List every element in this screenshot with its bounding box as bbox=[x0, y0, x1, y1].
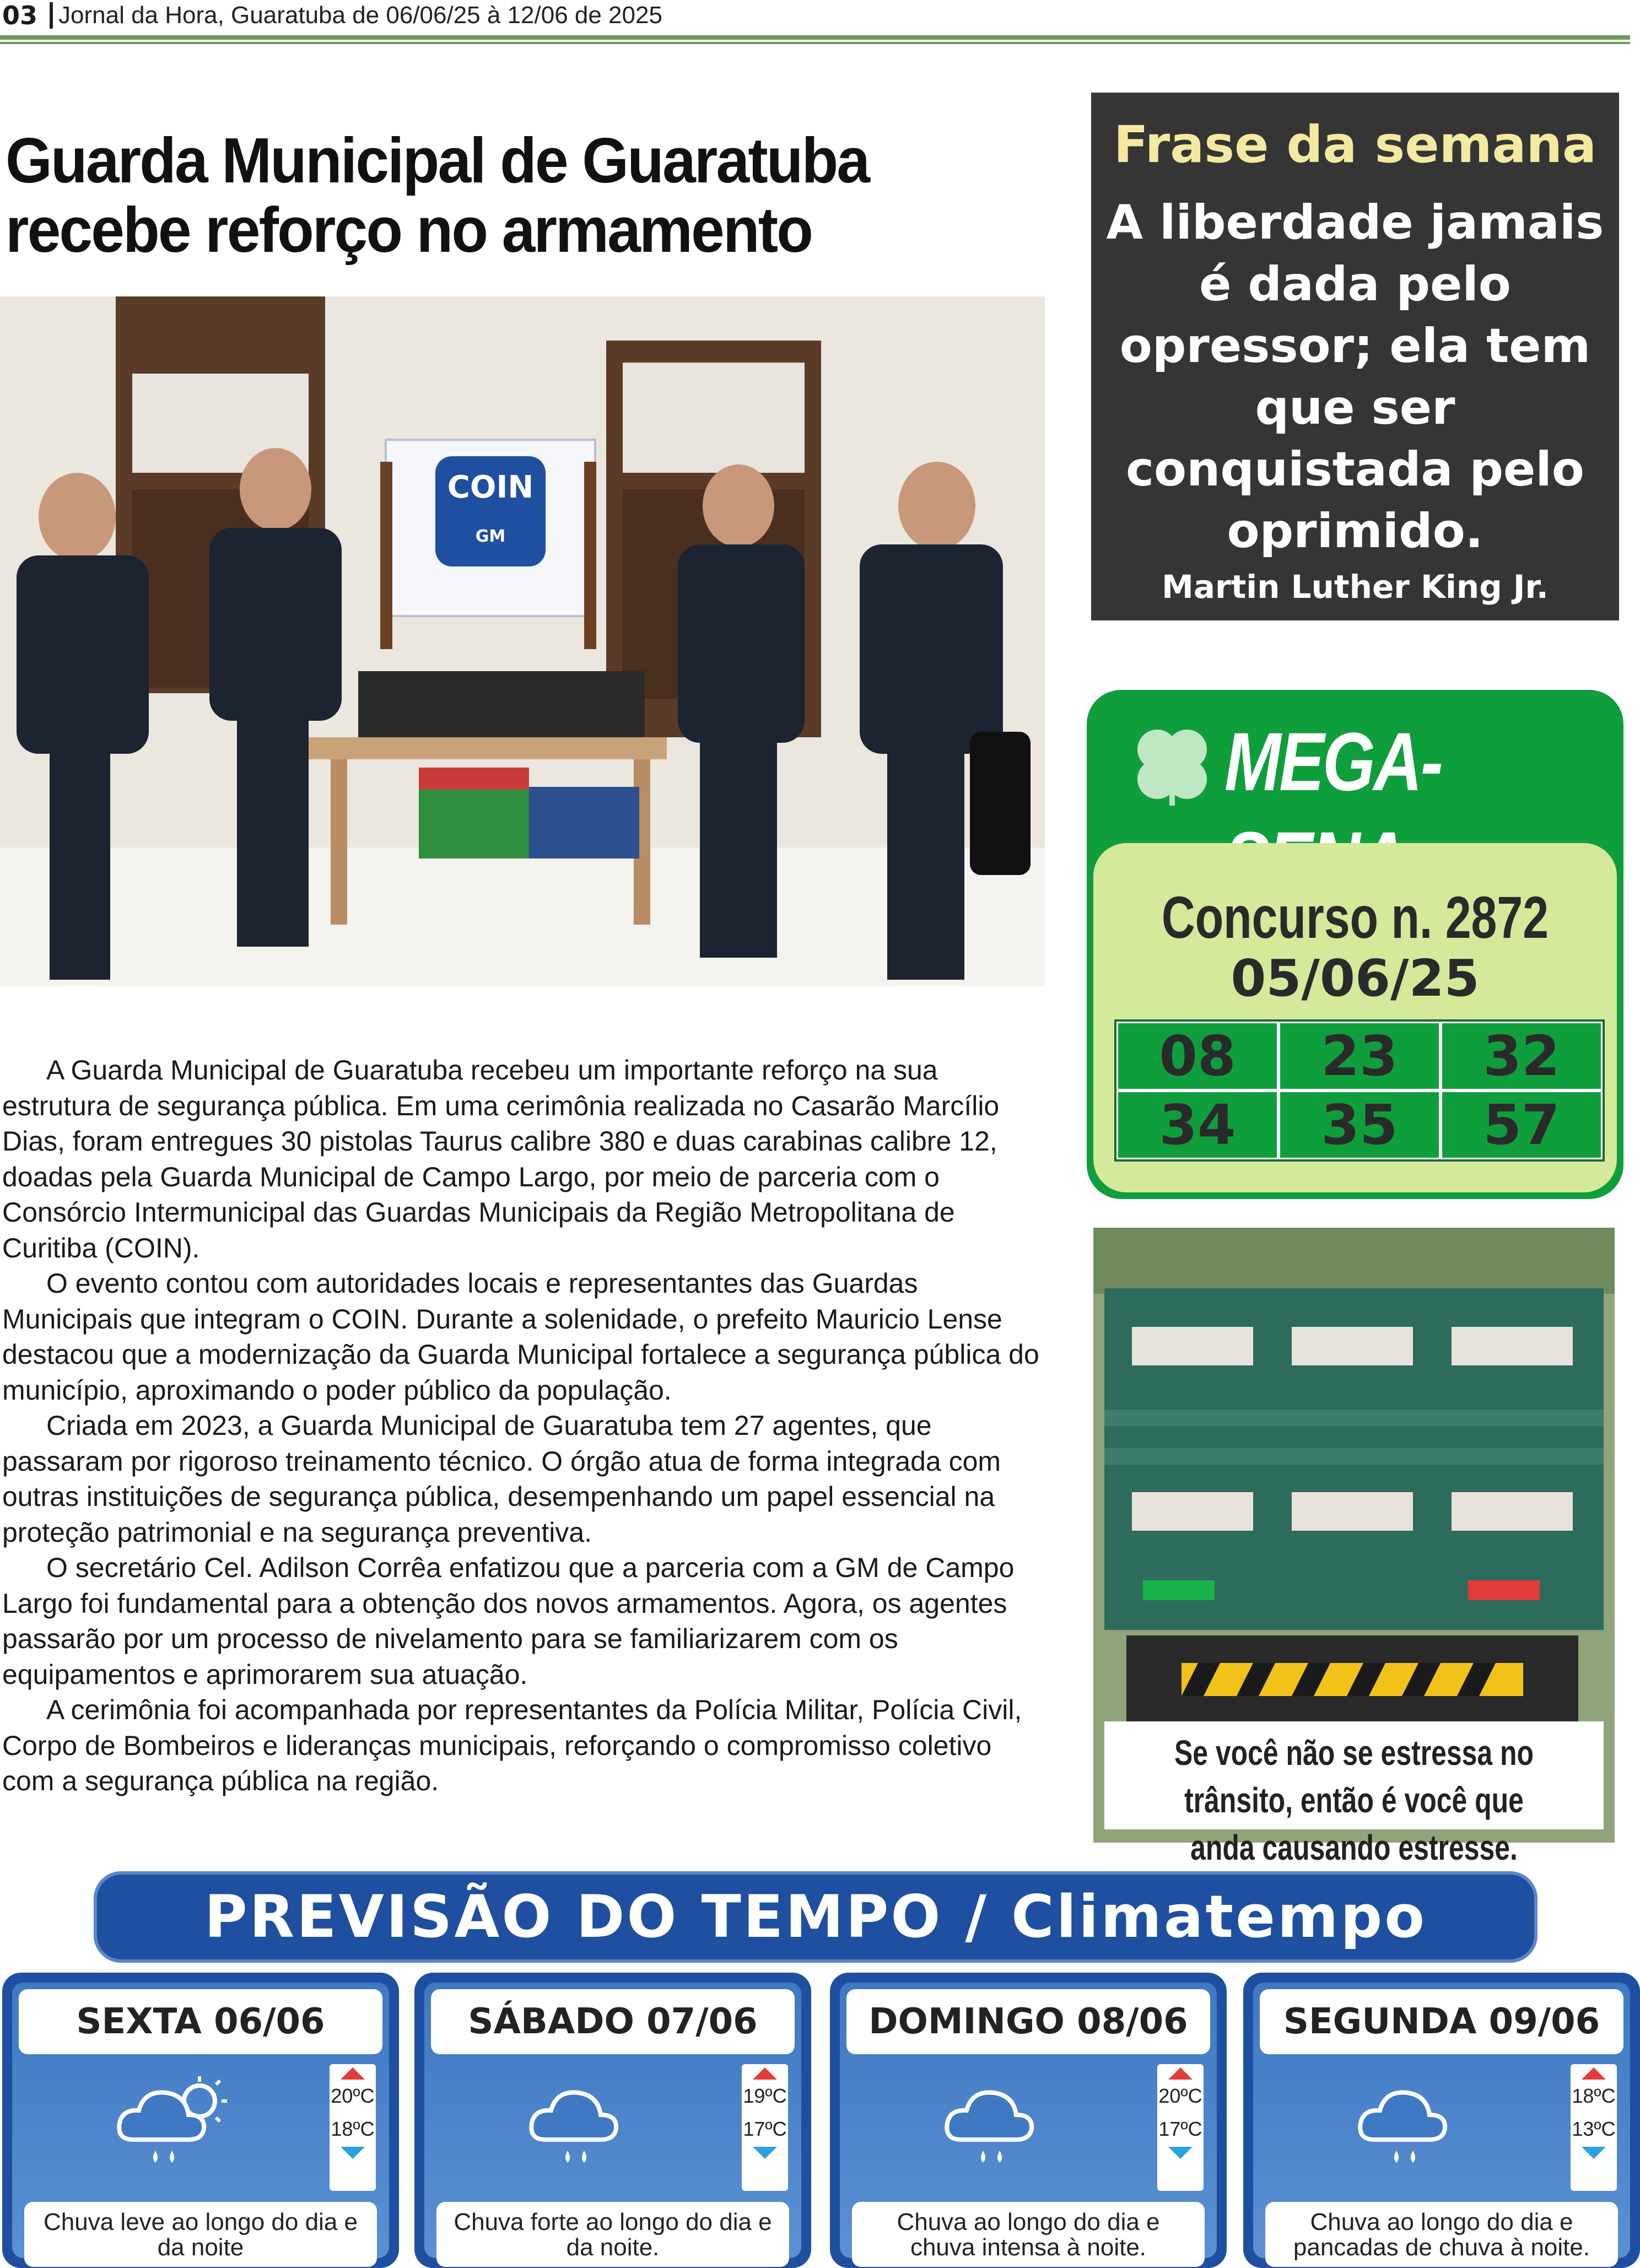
page-header bbox=[0, 0, 1630, 33]
temp-up-icon bbox=[753, 2067, 777, 2080]
temp-down-icon bbox=[1582, 2147, 1606, 2159]
lottery-number: 57 bbox=[1441, 1090, 1603, 1159]
traffic-ad-caption-text: Se você não se estressa no trânsito, então é você que anda causando estresse. bbox=[1174, 1733, 1534, 1867]
article-paragraph: Criada em 2023, a Guarda Municipal de Guaratuba tem 27 agentes, que passaram por rigoroso treinamento técnico. O órgão atua de forma integrada com outras instituições de segurança pública, desempenhando um papel essencial na proteção patrimonial e na segurança preventiva. bbox=[2, 1410, 1001, 1548]
article-paragraph: O evento contou com autoridades locais e representantes das Guardas Municipais que integram o COIN. Durante a solenidade, o prefeito Mauricio Lense destacou que a modernização da Guarda Municipal fortalece a segurança pública do município, aproximando o poder público da população. bbox=[2, 1268, 1039, 1406]
temp-up-icon bbox=[1582, 2067, 1606, 2080]
quote-text: A liberdade jamais é dada pelo opressor; ela tem que ser conquistada pelo oprimido. bbox=[1106, 195, 1604, 559]
temp-up-icon bbox=[1168, 2067, 1193, 2080]
weather-description: Chuva ao longo do dia e pancadas de chuva à noite. bbox=[1265, 2202, 1618, 2267]
lottery-number: 08 bbox=[1116, 1022, 1278, 1090]
temp-down-icon bbox=[1168, 2147, 1193, 2159]
guards-photo-illustration bbox=[0, 296, 1045, 986]
weather-min: 13ºC bbox=[1572, 2118, 1616, 2140]
weather-day: SÁBADO 07/06 bbox=[431, 1989, 795, 2054]
weather-banner-title: PREVISÃO DO TEMPO / Climatempo bbox=[204, 1883, 1427, 1951]
weather-description: Chuva forte ao longo do dia e da noite. bbox=[436, 2202, 789, 2267]
weather-card bbox=[2, 1973, 399, 2268]
cloud-rain-icon bbox=[939, 2071, 1060, 2170]
cloud-rain-icon bbox=[1352, 2071, 1474, 2170]
mega-sena-box bbox=[1087, 690, 1623, 1199]
weather-card bbox=[830, 1973, 1227, 2268]
temp-up-icon bbox=[341, 2067, 365, 2080]
weather-description: Chuva ao longo do dia e chuva intensa à noite. bbox=[852, 2202, 1205, 2267]
clover-icon bbox=[1131, 723, 1213, 806]
weather-temps bbox=[1157, 2064, 1204, 2191]
weather-description: Chuva leve ao longo do dia e da noite bbox=[24, 2202, 377, 2267]
weather-temps bbox=[742, 2064, 788, 2191]
article-body bbox=[2, 1052, 1049, 1799]
weather-day: SEXTA 06/06 bbox=[19, 1989, 382, 2054]
header-rule bbox=[0, 35, 1630, 40]
weather-max: 20ºC bbox=[331, 2085, 375, 2107]
weather-banner bbox=[94, 1871, 1537, 1963]
article-headline: Guarda Municipal de Guaratuba recebe reforço no armamento bbox=[6, 125, 869, 266]
header-rule-thin bbox=[0, 42, 1630, 44]
weather-max: 19ºC bbox=[743, 2085, 787, 2107]
traffic-ad bbox=[1093, 1228, 1615, 1867]
temp-down-icon bbox=[753, 2147, 777, 2159]
mega-sena-numbers bbox=[1114, 1019, 1605, 1162]
lottery-number: 35 bbox=[1278, 1090, 1441, 1159]
weather-temps bbox=[330, 2064, 376, 2191]
article-photo bbox=[0, 296, 1045, 986]
weather-temps bbox=[1571, 2064, 1617, 2191]
temp-down-icon bbox=[341, 2147, 365, 2159]
cloud-sun-rain-icon bbox=[111, 2071, 233, 2170]
quote-title: Frase da semana bbox=[1113, 115, 1597, 174]
weather-max: 18ºC bbox=[1572, 2085, 1616, 2107]
flag-text: COIN bbox=[447, 469, 534, 505]
mega-sena-concurso: Concurso n. 2872 bbox=[1161, 884, 1549, 951]
weather-min: 18ºC bbox=[331, 2118, 375, 2140]
article-paragraph: A Guarda Municipal de Guaratuba recebeu um importante reforço na sua estrutura de segurança pública. Em uma cerimônia realizada no Casarão Marcílio Dias, foram entregues 30 pistolas Taurus calibre 380 e duas carabinas calibre 12, doadas pela Guarda Municipal de Campo Largo, por meio de parceria com o Consórcio Intermunicipal das Guardas Municipais da Região Metropolitana de Curitiba (COIN). bbox=[2, 1055, 1000, 1263]
header-divider bbox=[50, 2, 53, 29]
weather-day: SEGUNDA 09/06 bbox=[1260, 1989, 1623, 2054]
article-paragraph: A cerimônia foi acompanhada por representantes da Polícia Militar, Polícia Civil, Corpo de Bombeiros e lideranças municipais, reforçando o compromisso coletivo com a segurança pública na região. bbox=[2, 1694, 1022, 1796]
cloud-rain-icon bbox=[524, 2071, 645, 2170]
weather-min: 17ºC bbox=[743, 2118, 787, 2140]
flag-sub: GM bbox=[475, 527, 506, 546]
weather-day: DOMINGO 08/06 bbox=[846, 1989, 1210, 2054]
lottery-number: 32 bbox=[1441, 1022, 1603, 1090]
lottery-number: 34 bbox=[1116, 1090, 1278, 1159]
mega-sena-date: 05/06/25 bbox=[1231, 949, 1480, 1008]
quote-author: Martin Luther King Jr. bbox=[1162, 568, 1549, 606]
weather-max: 20ºC bbox=[1158, 2085, 1202, 2107]
mega-sena-results bbox=[1093, 843, 1617, 1192]
mega-sena-title: MEGA- bbox=[1224, 715, 1442, 808]
weather-card bbox=[414, 1973, 811, 2268]
quote-box bbox=[1091, 93, 1619, 620]
publication-line: Jornal da Hora, Guaratuba de 06/06/25 à 12/06 de 2025 bbox=[58, 2, 662, 29]
article-paragraph: O secretário Cel. Adilson Corrêa enfatizou que a parceria com a GM de Campo Largo foi fundamental para a obtenção dos novos armamentos. Agora, os agentes passarão por um processo de nivelamento para se familiarizarem com os equipamentos e aprimorarem sua atuação. bbox=[2, 1552, 1015, 1690]
page-number: 03 bbox=[2, 1, 38, 30]
weather-min: 17ºC bbox=[1158, 2118, 1202, 2140]
lottery-number: 23 bbox=[1278, 1022, 1441, 1090]
traffic-ad-caption bbox=[1104, 1721, 1604, 1867]
weather-card bbox=[1243, 1973, 1640, 2268]
